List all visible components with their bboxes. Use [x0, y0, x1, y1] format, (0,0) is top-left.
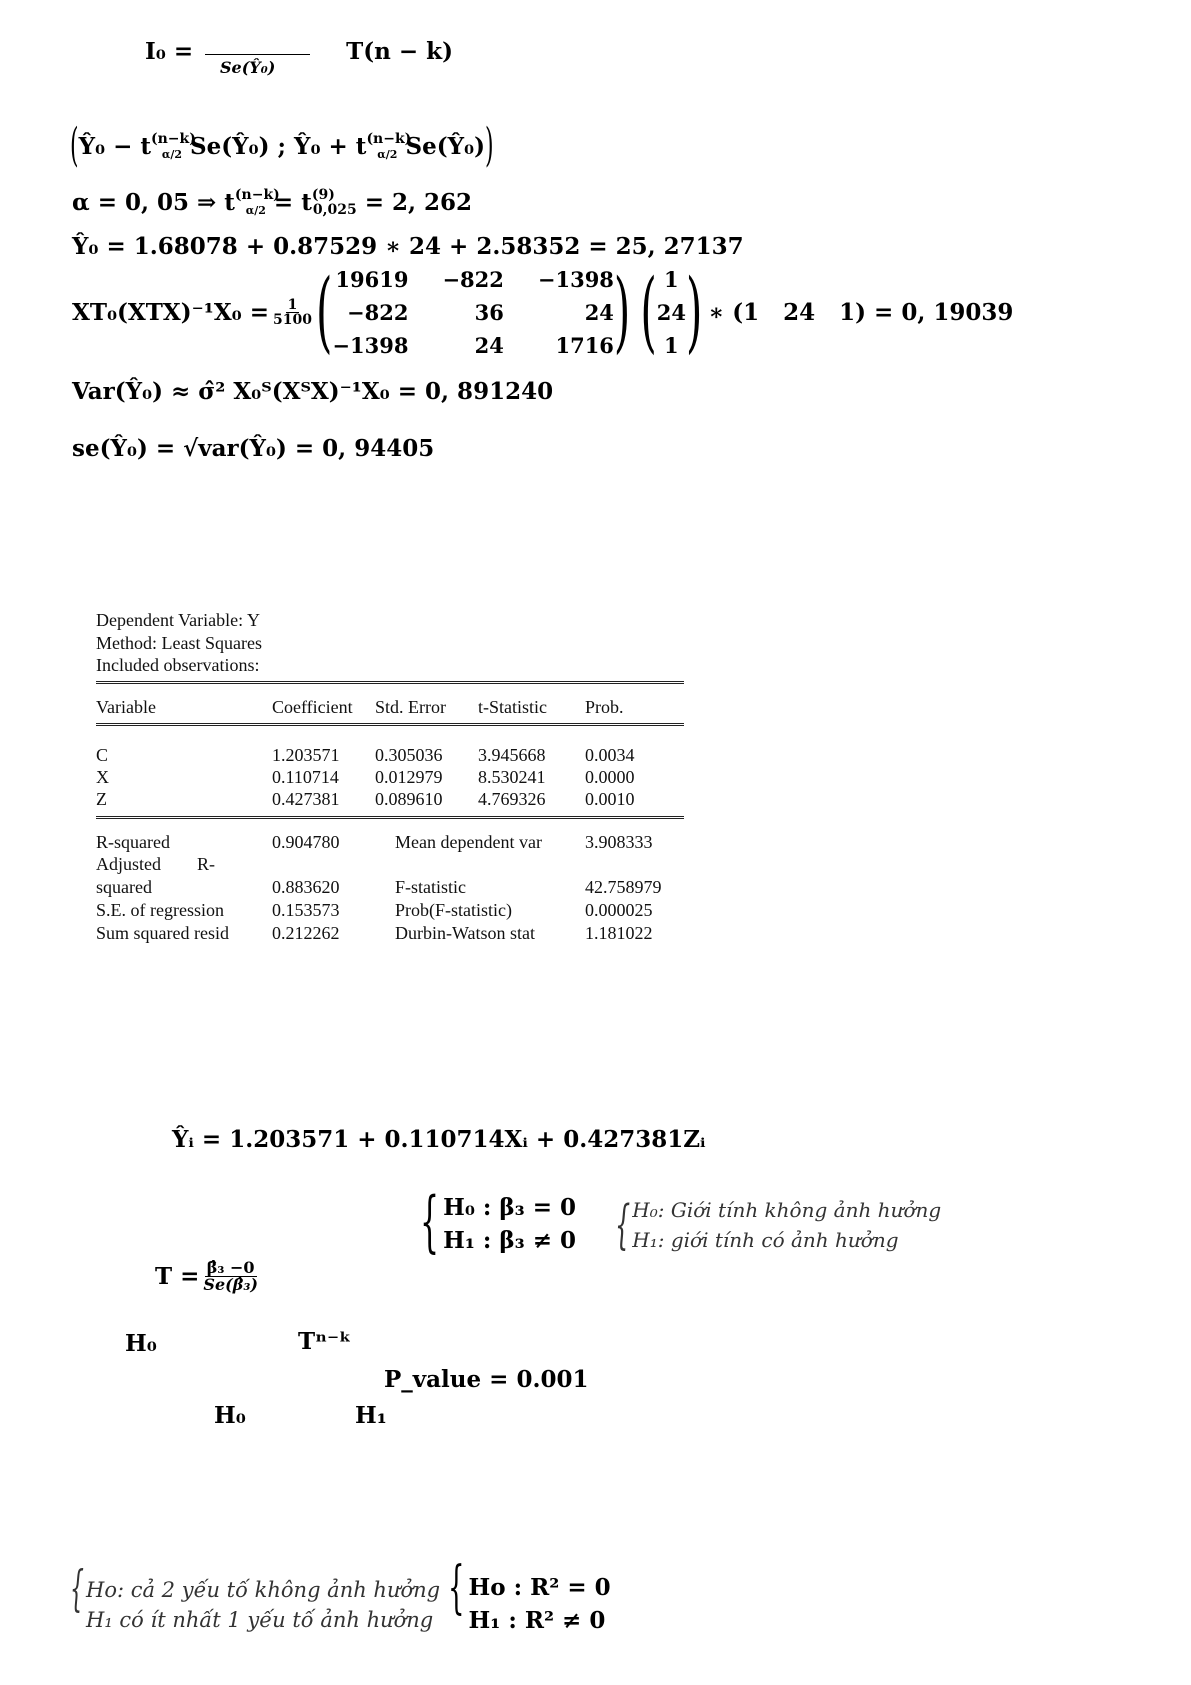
h0-label: H₀	[125, 1330, 157, 1357]
stat-label: F-statistic	[395, 877, 466, 897]
table-header-rule	[96, 723, 684, 726]
column-prob: Prob.	[585, 697, 624, 717]
stat-value: 3.908333	[585, 832, 653, 852]
x0-vector: 1 24 1	[656, 266, 686, 358]
inverse-matrix: 19619 −822 −1398 −822 36 24 −1398 24 1716	[332, 266, 614, 358]
confidence-interval-formula: (Ŷ₀ − $t^{(n-k)}_{\alpha/2}$ Se(Ŷ₀) ; Ŷ₀ + $t^{(n-k)}_{\alpha/2}$ Se(Ŷ₀))	[70, 120, 494, 174]
table-cell: 3.945668	[478, 745, 546, 765]
stat-label: Mean dependent var	[395, 832, 542, 852]
standard-error-formula: se(Ŷ₀) = √var(Ŷ₀) = 0, 94405	[72, 435, 435, 462]
formula-top-denominator: Se(Ŷ₀)	[220, 58, 276, 77]
header-observations: Included observations:	[96, 655, 260, 675]
table-cell: 0.110714	[272, 767, 339, 787]
stat-value: 0.000025	[585, 900, 653, 920]
table-row: C	[96, 745, 109, 765]
stat-label: squared	[96, 877, 152, 897]
note-h0: H₀: Giới tính không ảnh hưởng	[632, 1198, 942, 1222]
stat-label: Durbin-Watson stat	[395, 923, 536, 943]
column-std-error: Std. Error	[375, 697, 446, 717]
stat-label: Adjusted R-	[96, 854, 215, 874]
hypothesis-r2-h0: Ho : R² = 0	[468, 1574, 611, 1601]
alpha-critical-value: α = 0, 05 ⇒ $t^{(n-k)}_{\alpha/2} = t^{(9)}_{0,025} = 2$, 262	[72, 187, 473, 218]
variance-formula: Var(Ŷ₀) ≈ σ̂² X₀ᵀ(XᵀX)⁻¹X₀ = 0, 891240	[72, 378, 554, 405]
regression-equation: Ŷᵢ = 1.203571 + 0.110714Xᵢ + 0.427381Zᵢ	[172, 1126, 706, 1153]
table-cell: 0.427381	[272, 789, 340, 809]
table-stats-rule	[96, 816, 684, 819]
hypothesis-r2-h1: H₁ : R² ≠ 0	[468, 1607, 606, 1634]
stat-value: 1.181022	[585, 923, 653, 943]
table-cell: 0.089610	[375, 789, 443, 809]
column-t-statistic: t-Statistic	[478, 697, 547, 717]
eviews-regression-output	[96, 610, 696, 950]
table-cell: 1.203571	[272, 745, 340, 765]
stat-value: 42.758979	[585, 877, 662, 897]
table-cell: 0.305036	[375, 745, 443, 765]
note-h1: H₁: giới tính có ảnh hưởng	[632, 1228, 899, 1252]
table-row: Z	[96, 789, 107, 809]
note-h0-both-factors: Ho: cả 2 yếu tố không ảnh hưởng	[86, 1578, 441, 1602]
header-dependent: Dependent Variable: Y	[96, 610, 260, 630]
y0-prediction: Ŷ₀ = 1.68078 + 0.87529 ∗ 24 + 2.58352 = 25, 27137	[72, 233, 744, 260]
table-cell: 0.0010	[585, 789, 635, 809]
hypothesis-h0: H₀ : β₃ = 0	[443, 1194, 577, 1221]
stat-label: Prob(F-statistic)	[395, 900, 512, 920]
note-h1-at-least-one: H₁ có ít nhất 1 yếu tố ảnh hưởng	[86, 1608, 434, 1632]
table-cell: 4.769326	[478, 789, 546, 809]
formula-top-fragment: I₀ = T(n − k)	[145, 38, 453, 65]
stat-label: R-squared	[96, 832, 170, 852]
p-value: P_value = 0.001	[384, 1366, 589, 1393]
stat-label: Sum squared resid	[96, 923, 229, 943]
stat-value: 0.904780	[272, 832, 340, 852]
stat-label: S.E. of regression	[96, 900, 224, 920]
hypothesis-note-gender: { H₀: Giới tính không ảnh hưởng H₁: giới tính có ảnh hưởng	[615, 1194, 942, 1256]
fraction-1-over-5100: $\frac{1}{5100}$	[273, 296, 312, 328]
header-method: Method: Least Squares	[96, 633, 262, 653]
accept-h1-label: H₁	[355, 1402, 387, 1429]
stat-value: 0.212262	[272, 923, 340, 943]
table-cell: 0.0000	[585, 767, 635, 787]
table-cell: 0.0034	[585, 745, 635, 765]
reject-h0-label: H₀	[214, 1402, 246, 1429]
column-coefficient: Coefficient	[272, 697, 353, 717]
hypothesis-test-beta3: { H₀ : β₃ = 0 H₁ : β₃ ≠ 0	[420, 1184, 577, 1262]
quadratic-form-formula: XT₀(XTX)⁻¹X₀ = $\frac{1}{5100}$ ( 19619 −822 −1398 −822 36 24 −1398 24 1716 ) ( 1 24 1 ) ∗ (1 24 1) = 0, 19039	[72, 259, 1014, 363]
column-variable: Variable	[96, 697, 156, 717]
table-cell: 8.530241	[478, 767, 546, 787]
table-top-rule	[96, 681, 684, 684]
table-row: X	[96, 767, 109, 787]
hypothesis-h1: H₁ : β₃ ≠ 0	[443, 1227, 577, 1254]
t-statistic-formula: T = $\frac{\text{β̂₃ −0}}{\text{Se(β̂₃)}}$	[155, 1258, 258, 1294]
stat-value: 0.883620	[272, 877, 340, 897]
stat-value: 0.153573	[272, 900, 340, 920]
t-distribution-label: Tⁿ⁻ᵏ	[298, 1328, 352, 1355]
table-cell: 0.012979	[375, 767, 443, 787]
hypothesis-test-r2: { Ho: cả 2 yếu tố không ảnh hưởng H₁ có ít nhất 1 yếu tố ảnh hưởng { Ho : R² = 0 H₁ : R² ≠ 0	[70, 1556, 611, 1634]
